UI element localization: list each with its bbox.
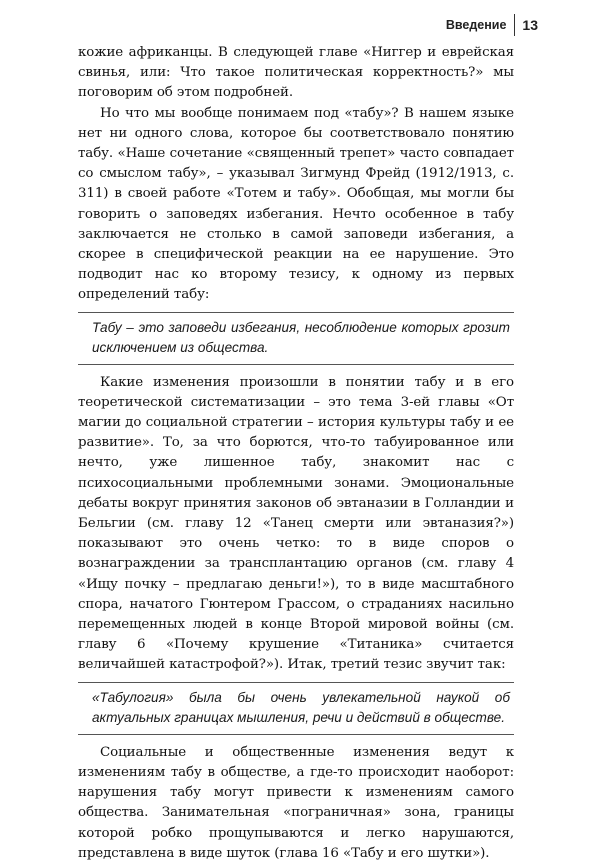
paragraph-taboo-changes: Какие изменения произошли в понятии табу и в его теоретической систематизации – это тема 3-ей главы «От магии до социальной стратегии – история культуры табу и ее развитие». То, за что борются, что-то табуированное или нечто, уже лишенное табу, знакомит нас с психосоциальными проблемными зонами. Эмоциональные дебаты вокруг принятия законов об эвтаназии в Голландии и Бельгии (см. главу 12 «Танец смерти или эвтаназия?») показывают это очень четко: то в виде споров о вознаграждении за трансплантацию органов (см. главу 4 «Ищу почку – предлагаю деньги!»), то в виде масштабного спора, начатого Гюнтером Грассом, о страданиях насильно перемещенных людей в конце Второй мировой войны (см. главу 6 «Почему крушение «Титаника» считается величайшей катастрофой?»). Итак, третий тезис звучит так: (78, 374, 514, 673)
thesis-block-2 (78, 312, 514, 365)
thesis-quote-3: «Табулогия» была бы очень увлекательной наукой об актуальных границах мышления, речи и действий в обществе. (92, 689, 510, 725)
paragraph-taboo-meaning: Но что мы вообще понимаем под «табу»? В нашем языке нет ни одного слова, которое бы соответствовало понятию табу. «Наше сочетание «священный трепет» часто совпадает со смыслом табу», – указывал Зигмунд Фрейд (1912/1913, с. 311) в своей работе «Тотем и табу». Обобщая, мы могли бы говорить о заповедях избегания. Нечто особенное в табу заключается не столько в самой заповеди избегания, а скорее в специфической реакции на ее нарушение. Это подводит нас ко второму тезису, к одному из первых определений табу: (78, 105, 514, 303)
thesis-block-3 (78, 682, 514, 735)
running-header (446, 14, 538, 36)
page-body (78, 43, 514, 864)
thesis-quote-2: Табу – это заповеди избегания, несоблюдение которых грозит исключением из общества. (92, 319, 510, 355)
page-number: 13 (522, 17, 538, 33)
header-divider (514, 14, 515, 36)
section-title: Введение (445, 18, 507, 32)
paragraph-social-changes: Социальные и общественные изменения ведут к изменениям табу в обществе, а где-то происходит наоборот: нарушения табу могут привести к изменениям самого общества. Занимательная «пограничная» зона, границы которой робко прощупываются и легко нарушаются, представлена в виде шуток (глава 16 «Табу и его шутки»). (78, 744, 514, 861)
paragraph-continued: кожие африканцы. В следующей главе «Ниггер и еврейская свинья, или: Что такое политическая корректность?» мы поговорим об этом подробней. (78, 45, 514, 101)
